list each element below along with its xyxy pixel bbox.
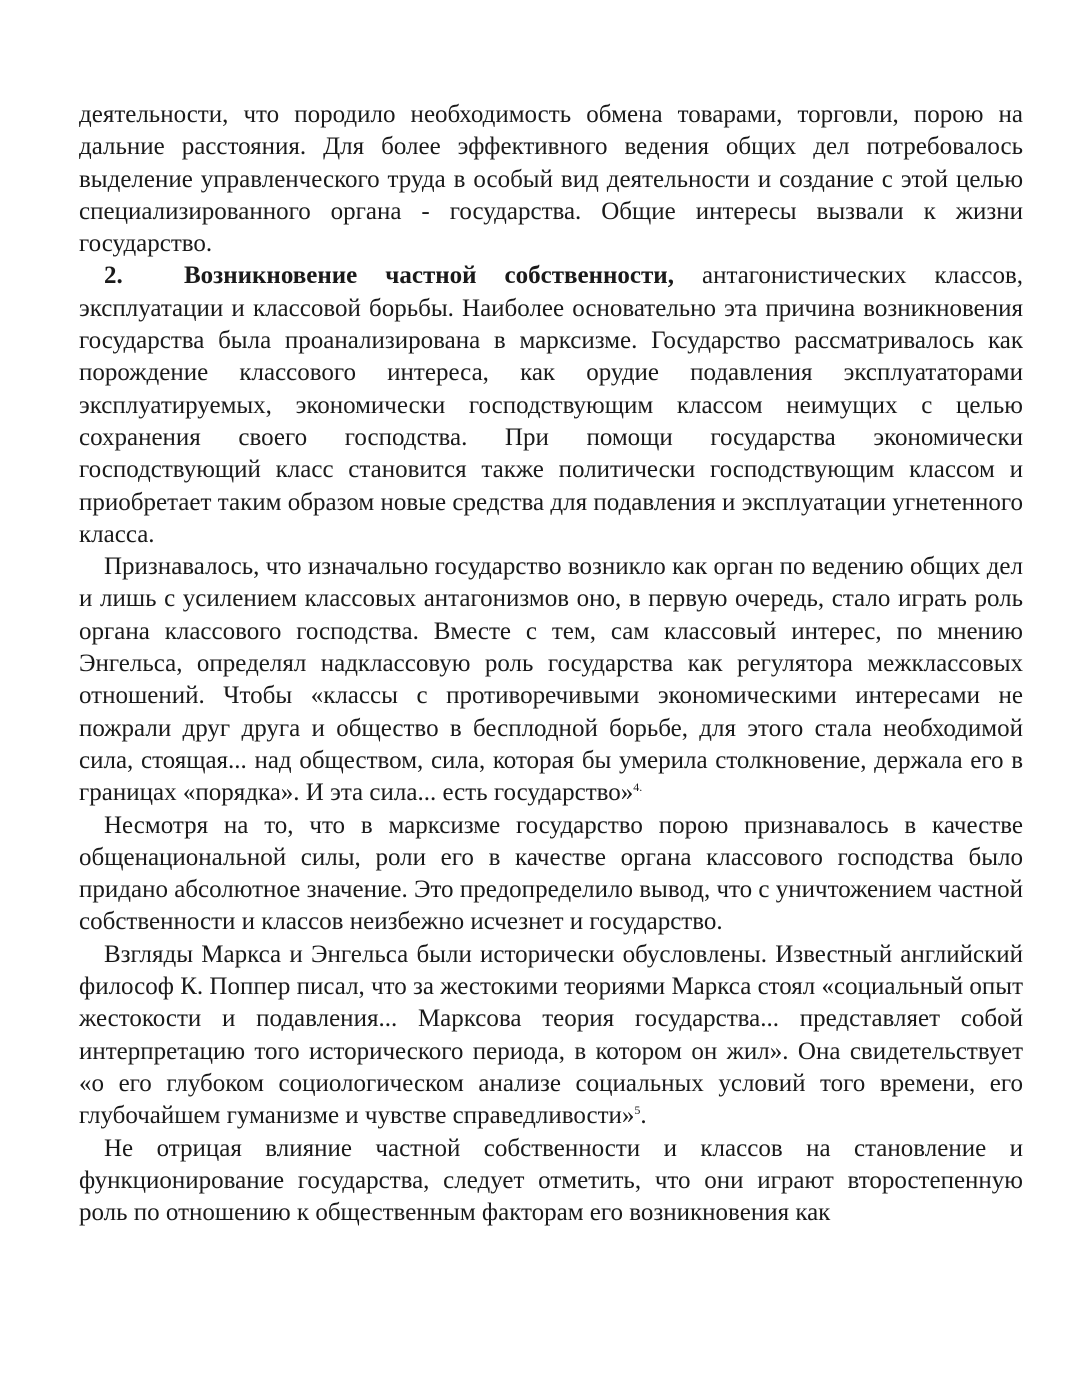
- paragraph-text: антагонистических классов, эксплуатации и классовой борьбы. Наиболее основательно эта причина возникновения государства была проанализирована в марксизме. Государство рассматривалось как порождение классового интереса, как орудие подавления эксплуататорами эксплуатируемых, экономически господствующим классом неимущих с целью сохранения своего господства. При помощи государства экономически господствующий класс становится также политически господствующим классом и приобретает таким образом новые средства для подавления и эксплуатации угнетенного класса.: [79, 262, 1023, 548]
- paragraph-text: Взгляды Маркса и Энгельса были исторически обусловлены. Известный английский философ К. Поппер писал, что за жестокими теориями Маркса стоял «социальный опыт жестокости и подавления... Марксова теория государства... представляет собой интерпретацию того исторического периода, в котором он жил». Она свидетельствует «о его глубоком социологическом анализе социальных условий того времени, его глубочайшем гуманизме и чувстве справедливости»: [79, 940, 1023, 1130]
- bold-heading-phrase: Возникновение частной собственности,: [184, 262, 674, 290]
- footnote-ref: 4.: [633, 780, 643, 795]
- paragraph-engels: [79, 551, 1023, 809]
- document-page: [79, 99, 1023, 1229]
- paragraph-popper: [79, 939, 1023, 1133]
- paragraph-text: Признавалось, что изначально государство возникло как орган по ведению общих дел и лишь с усилением классовых антагонизмов оно, в первую очередь, стало играть роль органа классового господства. Вместе с тем, сам классовый интерес, по мнению Энгельса, определял надклассовую роль государства как регулятора межклассовых отношений. Чтобы «классы с противоречивыми экономическими интересами не пожрали друг друга и общество в бесплодной борьбе, для этого стала необходимой сила, стоящая... над обществом, сила, которая бы умерила столкновение, держала его в границах «порядка». И эта сила... есть государство»: [79, 553, 1023, 807]
- paragraph-continuation: деятельности, что породило необходимость обмена товарами, торговли, порою на дальние расстояния. Для более эффективного ведения общих дел потребовалось выделение управленческого труда в особый вид деятельности и создание с этой целью специализированного органа - государства. Общие интересы вызвали к жизни государство.: [79, 101, 1023, 258]
- paragraph-tail: .: [640, 1102, 647, 1130]
- paragraph-marxism: Несмотря на то, что в марксизме государство порою признавалось в качестве общенациональной силы, роли его в качестве органа классового господства было придано абсолютное значение. Это предопределило вывод, что с уничтожением частной собственности и классов неизбежно исчезнет и государство.: [79, 811, 1023, 936]
- footnote-ref: 5: [634, 1103, 641, 1118]
- paragraph-private-property: Не отрицая влияние частной собственности и классов на становление и функционирование государства, следует отметить, что они играют второстепенную роль по отношению к общественным факторам его возникновения как: [79, 1134, 1023, 1227]
- paragraph-list-item-2: [79, 260, 1023, 551]
- list-number: 2.: [104, 262, 123, 290]
